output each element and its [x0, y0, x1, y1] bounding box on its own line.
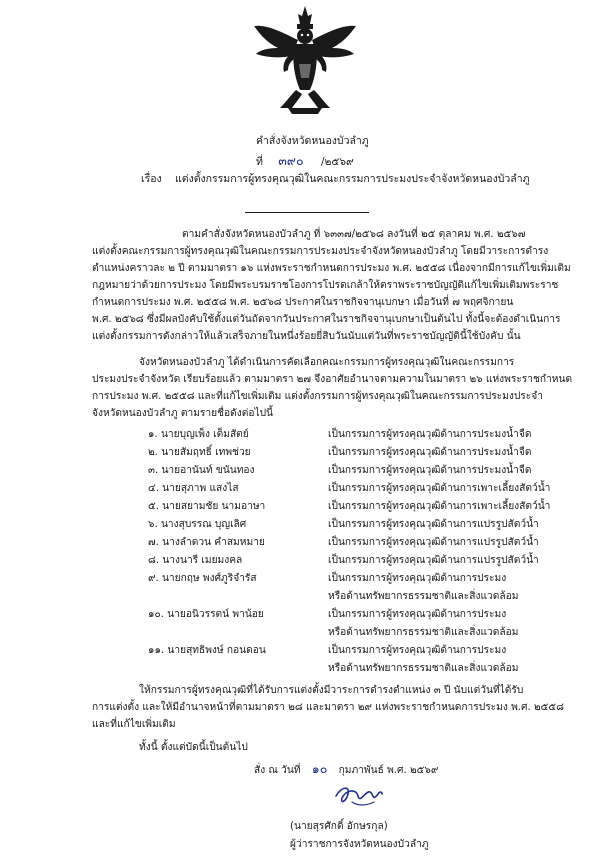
para1-line: แต่งตั้งกรรมการดังกล่าวให้แล้วเสร็จภายในหนึ่งร้อยยี่สิบวันนับแต่วันที่พระราชบัญญัตินี้ใช้บังคับ นั้น [92, 331, 521, 342]
ordered-month-year: กุมภาพันธ์ พ.ศ. ๒๕๖๙ [338, 765, 439, 776]
member-role-continued: หรือด้านทรัพยากรธรรมชาติและสิ่งแวดล้อม [328, 663, 519, 674]
para1-line: ตำแหน่งคราวละ ๒ ปี ตามมาตรา ๑๖ แห่งพระราชกำหนดการประมง พ.ศ. ๒๕๕๘ เนื่องจากมีการแก้ไขเพิ่มเติม [92, 263, 571, 274]
number-prefix: ที่ [256, 156, 263, 168]
member-name: ๖. นางสุบรรณ บุญเลิศ [148, 519, 247, 530]
para2-line: จังหวัดหนองบัวลำภู ตามรายชื่อดังต่อไปนี้ [92, 408, 273, 419]
member-role: เป็นกรรมการผู้ทรงคุณวุฒิด้านการเพาะเลี้ยงสัตว์น้ำ [328, 483, 551, 494]
para2-line: การประมง พ.ศ. ๒๕๕๘ และที่แก้ไขเพิ่มเติม แต่งตั้งกรรมการผู้ทรงคุณวุฒิในคณะกรรมการประมงประจำ [92, 391, 543, 402]
member-name: ๑. นายบุญเพ็ง เต็มสัตย์ [148, 429, 249, 440]
member-role: เป็นกรรมการผู้ทรงคุณวุฒิด้านการประมง [328, 609, 507, 620]
number-year: /๒๕๖๙ [320, 156, 354, 168]
signer-name: (นายสุรศักดิ์ อักษรกุล) [290, 821, 388, 832]
subject-line [141, 170, 530, 187]
para3-line: ให้กรรมการผู้ทรงคุณวุฒิที่ได้รับการแต่งตั้งมีวาระการดำรงตำแหน่ง ๓ ปี นับแต่วันที่ได้รับ [139, 685, 524, 696]
number-value: ๓๙๐ [278, 153, 304, 168]
ordered-date [254, 760, 438, 779]
para1-line: กำหนดการประมง พ.ศ. ๒๕๕๘ พ.ศ. ๒๕๖๘ ประกาศในราชกิจจานุเบกษา เมื่อวันที่ ๗ พฤศจิกายน [92, 297, 514, 308]
para3-line: และที่แก้ไขเพิ่มเติม [92, 719, 176, 730]
handwritten-signature-icon [332, 782, 384, 812]
para1-line: กฎหมายว่าด้วยการประมง โดยมีพระบรมราชโองการโปรดเกล้าให้ตราพระราชบัญญัติแก้ไขเพิ่มเติมพระราช [92, 280, 559, 291]
garuda-emblem-icon [252, 4, 358, 116]
para1-line: ตามคำสั่งจังหวัดหนองบัวลำภู ที่ ๖๓๓๗/๒๕๖๘ ลงวันที่ ๒๕ ตุลาคม พ.ศ. ๒๕๖๗ [182, 229, 526, 240]
para3-line: การแต่งตั้ง และให้มีอำนาจหน้าที่ตามมาตรา ๒๘ และมาตรา ๒๙ แห่งพระราชกำหนดการประมง พ.ศ. ๒๕๕๘ [92, 702, 564, 713]
member-role: เป็นกรรมการผู้ทรงคุณวุฒิด้านการประมงน้ำจืด [328, 447, 532, 458]
para2-line: จังหวัดหนองบัวลำภู ได้ดำเนินการคัดเลือกคณะกรรมการผู้ทรงคุณวุฒิในคณะกรรมการ [139, 357, 515, 368]
member-role: เป็นกรรมการผู้ทรงคุณวุฒิด้านการประมงน้ำจืด [328, 429, 532, 440]
member-name: ๙. นายกฤษ พงศ์ภูริจำรัส [148, 573, 257, 584]
member-role: เป็นกรรมการผู้ทรงคุณวุฒิด้านการแปรรูปสัตว์น้ำ [328, 537, 539, 548]
ordered-on-prefix: สั่ง ณ วันที่ [254, 765, 301, 776]
member-name: ๕. นายสยามชัย นามอาษา [148, 501, 266, 512]
subject-label: เรื่อง [141, 173, 162, 185]
member-role: เป็นกรรมการผู้ทรงคุณวุฒิด้านการประมง [328, 573, 507, 584]
member-role: เป็นกรรมการผู้ทรงคุณวุฒิด้านการแปรรูปสัตว์น้ำ [328, 555, 539, 566]
header-divider [245, 212, 369, 213]
member-name: ๓. นายอานันท์ ขนันทอง [148, 465, 255, 476]
member-name: ๑๑. นายสุทธิพงษ์ กอนดอน [148, 645, 266, 656]
member-name: ๑๐. นายอนิวรรตน์ พาน้อย [148, 609, 264, 620]
member-name: ๘. นางนารี เมยมงคล [148, 555, 243, 566]
member-role: เป็นกรรมการผู้ทรงคุณวุฒิด้านการเพาะเลี้ยงสัตว์น้ำ [328, 501, 551, 512]
member-role-continued: หรือด้านทรัพยากรธรรมชาติและสิ่งแวดล้อม [328, 591, 519, 602]
member-role: เป็นกรรมการผู้ทรงคุณวุฒิด้านการแปรรูปสัตว์น้ำ [328, 519, 539, 530]
order-title: คำสั่งจังหวัดหนองบัวลำภู [256, 135, 369, 147]
member-name: ๗. นางลำดวน คำสมหมาย [148, 537, 265, 548]
ordered-day: ๑๐ [311, 761, 328, 776]
member-role: เป็นกรรมการผู้ทรงคุณวุฒิด้านการประมง [328, 645, 507, 656]
para1-line: พ.ศ. ๒๕๖๘ ซึ่งมีผลบังคับใช้ตั้งแต่วันถัดจากวันประกาศในราชกิจจานุเบกษาเป็นต้นไป ทั้งนี้จะต้องดำเนินการ [92, 314, 561, 325]
order-number [256, 151, 354, 171]
para1-line: แต่งตั้งคณะกรรมการผู้ทรงคุณวุฒิในคณะกรรมการประมงประจำจังหวัดหนองบัวลำภู โดยมีวาระการดำรง [92, 246, 549, 257]
subject-text: แต่งตั้งกรรมการผู้ทรงคุณวุฒิในคณะกรรมการประมงประจำจังหวัดหนองบัวลำภู [175, 173, 530, 185]
para2-line: ประมงประจำจังหวัด เรียบร้อยแล้ว ตามมาตรา ๒๗ จึงอาศัยอำนาจตามความในมาตรา ๒๖ แห่งพระราชกำหนด [92, 374, 573, 385]
member-role-continued: หรือด้านทรัพยากรธรรมชาติและสิ่งแวดล้อม [328, 627, 519, 638]
signer-title: ผู้ว่าราชการจังหวัดหนองบัวลำภู [290, 839, 429, 850]
member-name: ๒. นายสัมฤทธิ์ เทพช่วย [148, 447, 251, 458]
member-role: เป็นกรรมการผู้ทรงคุณวุฒิด้านการประมงน้ำจืด [328, 465, 532, 476]
member-name: ๔. นายสุภาพ แสงไส [148, 483, 239, 494]
effective-line: ทั้งนี้ ตั้งแต่บัดนี้เป็นต้นไป [139, 742, 248, 753]
